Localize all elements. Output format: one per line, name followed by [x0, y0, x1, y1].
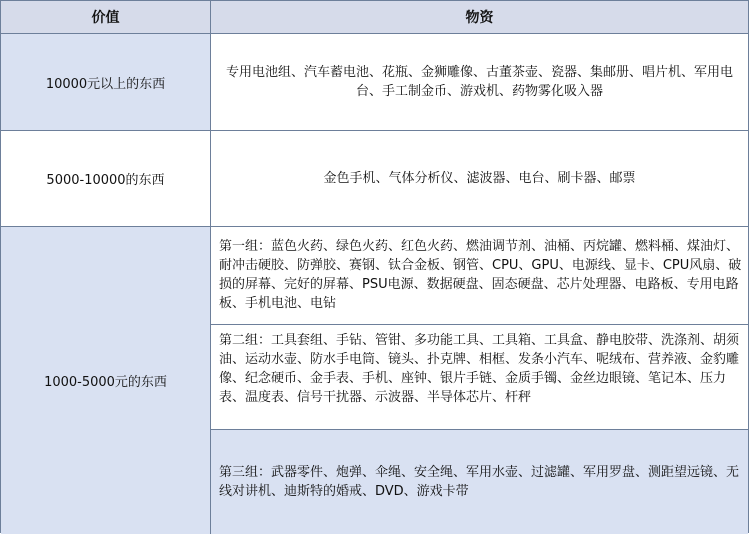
group-one-text: 第一组：蓝色火药、绿色火药、红色火药、燃油调节剂、油桶、丙烷罐、燃料桶、煤油灯、耐冲击硬胶、防弹胶、赛钢、钛合金板、钢管、CPU、GPU、电源线、显卡、CPU风扇、破损的屏幕、完好的屏幕、PSU电源、数据硬盘、固态硬盘、芯片处理器、电路板、专用电路板、手机电池、电钻 [211, 227, 748, 325]
table-row [1, 227, 748, 534]
group-two-text: 第二组：工具套组、手钻、管钳、多功能工具、工具箱、工具盒、静电胶带、洗涤剂、胡须油、运动水壶、防水手电筒、镜头、扑克牌、相框、发条小汽车、呢绒布、营养液、金豹雕像、纪念硬币、金手表、手机、座钟、银片手链、金质手镯、金丝边眼镜、笔记本、压力表、温度表、信号干扰器、示波器、半导体芯片、杆秤 [211, 325, 748, 430]
items-text: 专用电池组、汽车蓄电池、花瓶、金狮雕像、古董茶壶、瓷器、集邮册、唱片机、军用电台、手工制金币、游戏机、药物雾化吸入器 [225, 65, 733, 99]
items-text: 金色手机、气体分析仪、滤波器、电台、刷卡器、邮票 [323, 171, 636, 186]
header-value: 价值 [1, 1, 211, 33]
table-header-row [1, 1, 748, 34]
table-row [1, 131, 748, 227]
value-cell: 10000元以上的东西 [1, 34, 211, 130]
group-three-label: 第三组：武器零件、炮弹、伞绳、安全绳、军用水壶、过滤罐、军用罗盘、测距望远镜、无线对讲机、迪斯特的婚戒、DVD、游戏卡带 [219, 465, 740, 499]
group-three-text [211, 430, 748, 534]
value-cell: 5000-10000的东西 [1, 131, 211, 226]
header-items: 物资 [465, 10, 494, 26]
items-cell [211, 131, 748, 226]
value-cell: 1000-5000元的东西 [1, 227, 211, 534]
items-groups [211, 227, 748, 534]
table-row [1, 34, 748, 131]
items-cell [211, 34, 748, 130]
